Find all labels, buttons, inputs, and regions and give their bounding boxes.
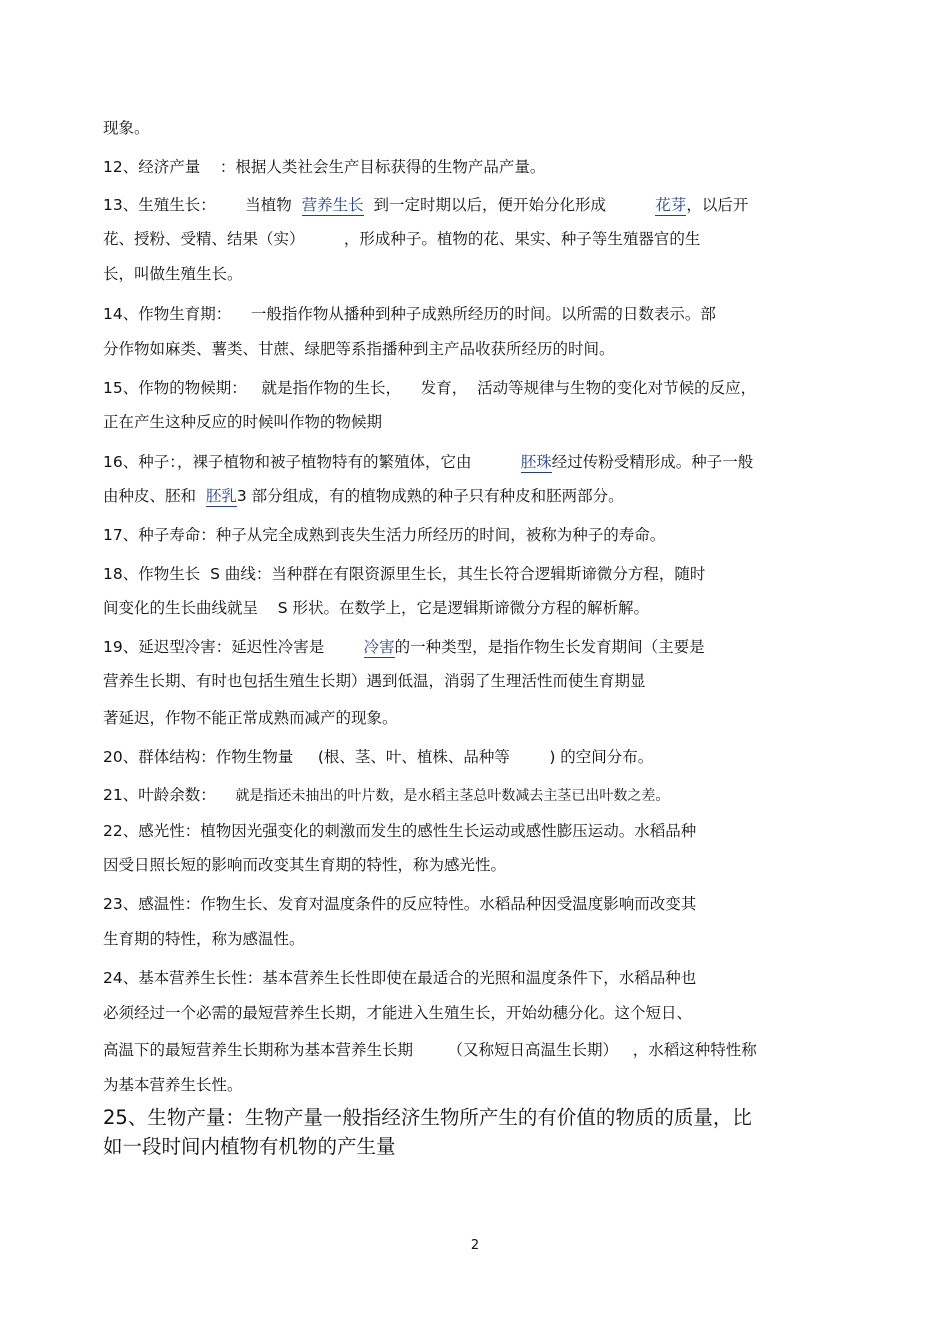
- term-19-delayed-chilling: [103, 637, 705, 657]
- text-line: 现象。: [103, 119, 150, 137]
- hyperlink-flower-bud[interactable]: 花芽: [655, 196, 687, 214]
- text-fragment: 由种皮、胚和: [103, 487, 206, 505]
- term-23-thermosensitivity: 23、感温性：作物生长、发育对温度条件的反应特性。水稻品种因受温度影响而改变其: [103, 895, 697, 913]
- text-fragment: 19、延迟型冷害：延迟性冷害是: [103, 638, 364, 656]
- text-fragment: 就是指还未抽出的叶片数，是水稻主茎总叶数减去主茎已出叶数之差。: [235, 788, 670, 804]
- text-fragment: 21、叶龄余数：: [103, 786, 236, 804]
- text-line: 正在产生这种反应的时候叫作物的物候期: [103, 413, 383, 431]
- term-12-economic-yield: 12、经济产量 ：根据人类社会生产目标获得的生物产品产量。: [103, 158, 546, 176]
- term-20-canopy-structure: 20、群体结构：作物生物量 (根、茎、叶、植株、品种等 ) 的空间分布。: [103, 748, 654, 766]
- text-line: 高温下的最短营养生长期称为基本营养生长期 （又称短日高温生长期） ，水稻这种特性称: [103, 1041, 757, 1059]
- term-22-photosensitivity: 22、感光性：植物因光强变化的刺激而发生的感性生长运动或感性膨压运动。水稻品种: [103, 822, 697, 840]
- text-fragment: 13、生殖生长： 当植物: [103, 196, 302, 214]
- text-line: 营养生长期、有时也包括生殖生长期）遇到低温，消弱了生理活性而使生育期显: [103, 672, 646, 690]
- text-fragment: 经过传粉受精形成。种子一般: [551, 453, 754, 471]
- text-fragment: 的一种类型，是指作物生长发育期间（主要是: [394, 638, 705, 656]
- text-line: 长，叫做生殖生长。: [103, 265, 243, 283]
- hyperlink-vegetative-growth[interactable]: 营养生长: [301, 196, 364, 214]
- term-16-seed: [103, 452, 753, 472]
- text-fragment: ，以后开: [686, 196, 749, 214]
- hyperlink-endosperm[interactable]: 胚乳: [205, 487, 237, 505]
- text-line: 著延迟，作物不能正常成熟而减产的现象。: [103, 709, 398, 727]
- page-number: 2: [470, 1238, 480, 1253]
- hyperlink-chilling-injury[interactable]: 冷害: [363, 638, 395, 656]
- text-line: 花、授粉、受精、结果（实） ，形成种子。植物的花、果实、种子等生殖器官的生: [103, 230, 701, 248]
- text-line: 必须经过一个必需的最短营养生长期，才能进入生殖生长，开始幼穗分化。这个短日、: [103, 1004, 693, 1022]
- term-17-seed-longevity: 17、种子寿命：种子从完全成熟到丧失生活力所经历的时间，被称为种子的寿命。: [103, 526, 666, 544]
- term-25-biological-yield: 25、生物产量：生物产量一般指经济生物所产生的有价值的物质的质量，比: [103, 1106, 752, 1129]
- text-line: 为基本营养生长性。: [103, 1076, 243, 1094]
- text-fragment: 16、种子：，裸子植物和被子植物特有的繁殖体，它由: [103, 453, 521, 471]
- text-line: 间变化的生长曲线就呈 S 形状。在数学上，它是逻辑斯谛微分方程的解析解。: [103, 599, 649, 617]
- text-line: [103, 486, 624, 506]
- term-24-basic-vegetative-growth: 24、基本营养生长性：基本营养生长性即使在最适合的光照和温度条件下，水稻品种也: [103, 969, 697, 987]
- text-line: 生育期的特性，称为感温性。: [103, 930, 305, 948]
- text-line: 分作物如麻类、薯类、甘蔗、绿肥等系指播种到主产品收获所经历的时间。: [103, 340, 615, 358]
- term-18-s-curve: 18、作物生长 S 曲线：当种群在有限资源里生长，其生长符合逻辑斯谛微分方程，随时: [103, 565, 706, 583]
- text-fragment: 到一定时期以后，便开始分化形成: [363, 196, 656, 214]
- term-15-phenophase: 15、作物的物候期： 就是指作物的生长， 发育， 活动等规律与生物的变化对节候的反应，: [103, 379, 757, 397]
- hyperlink-ovule[interactable]: 胚珠: [520, 453, 552, 471]
- term-14-growth-period: 14、作物生育期： 一般指作物从播种到种子成熟所经历的时间。以所需的日数表示。部: [103, 305, 716, 323]
- text-line: 如一段时间内植物有机物的产生量: [103, 1135, 396, 1158]
- text-line: 因受日照长短的影响而改变其生育期的特性，称为感光性。: [103, 856, 507, 874]
- text-fragment: 3 部分组成，有的植物成熟的种子只有种皮和胚两部分。: [236, 487, 624, 505]
- term-13-reproductive-growth: [103, 195, 748, 215]
- term-21-leaf-age-remainder: [103, 785, 669, 806]
